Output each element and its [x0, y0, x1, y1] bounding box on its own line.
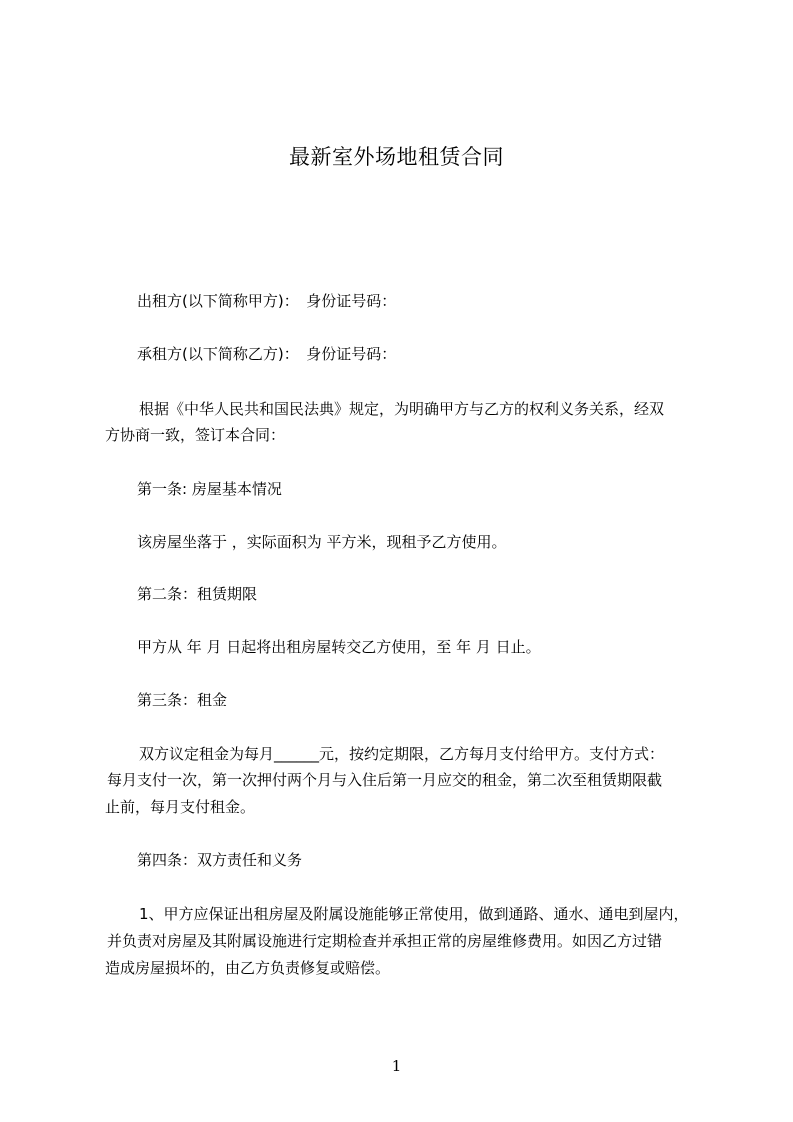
article4-body-line-3: 造成房屋损坏的，由乙方负责修复或赔偿。 [105, 959, 391, 977]
page-number: 1 [391, 1057, 402, 1075]
article2-heading: 第二条：租赁期限 [137, 585, 258, 603]
intro-line-2: 方协商一致，签订本合同： [105, 426, 286, 444]
article4-body-line-2: 并负责对房屋及其附属设施进行定期检查并承担正常的房屋维修费用。如因乙方过错 [107, 932, 663, 950]
article4-heading: 第四条：双方责任和义务 [137, 851, 303, 869]
article2-body: 甲方从 年 月 日起将出租房屋转交乙方使用，至 年 月 日止。 [137, 638, 541, 656]
lessor-line: 出租方(以下简称甲方)： 身份证号码： [137, 292, 397, 310]
lessee-line: 承租方(以下简称乙方)： 身份证号码： [137, 345, 397, 363]
article3-body-line-3: 止前，每月支付租金。 [105, 798, 256, 816]
article3-heading: 第三条：租金 [137, 691, 228, 709]
article4-body-line-1: 1、甲方应保证出租房屋及附属设施能够正常使用，做到通路、通水、通电到屋内， [139, 905, 689, 923]
article1-body: 该房屋坐落于 ，实际面积为 平方米，现租予乙方使用。 [137, 533, 507, 551]
intro-line-1: 根据《中华人民共和国民法典》规定，为明确甲方与乙方的权利义务关系，经双 [139, 400, 665, 418]
article3-body-line-2: 每月支付一次，第一次押付两个月与入住后第一月应交的租金，第二次至租赁期限截 [107, 771, 663, 789]
document-title: 最新室外场地租赁合同 [289, 145, 504, 169]
article1-heading: 第一条: 房屋基本情况 [137, 480, 282, 498]
article3-body-line-1: 双方议定租金为每月______元，按约定期限，乙方每月支付给甲方。支付方式： [139, 745, 665, 763]
